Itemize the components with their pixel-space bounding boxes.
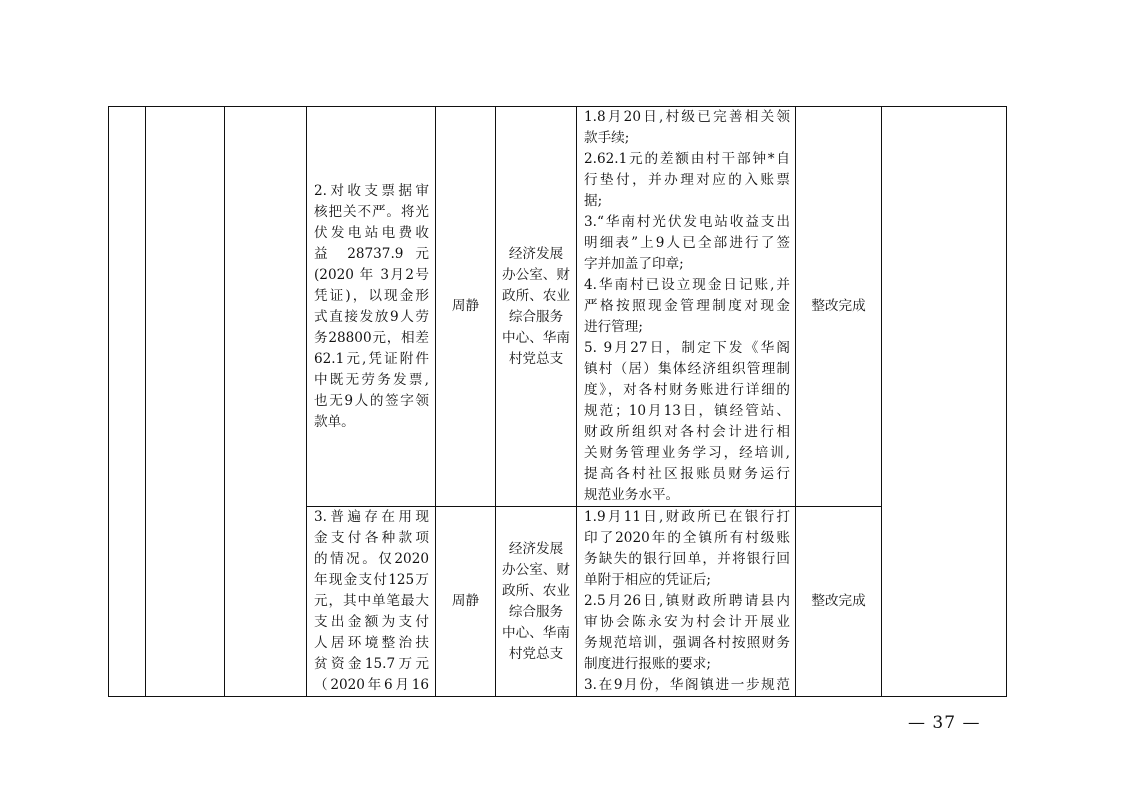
problem-line: 年现金支付125万 [314, 572, 429, 588]
problem-cell [307, 107, 436, 507]
measure-line: 制度进行报账的要求; [584, 656, 711, 672]
problem-line: 3.普遍存在用现 [314, 509, 429, 525]
responsible-person: 周静 [436, 507, 496, 697]
measure-line: 款手续; [584, 130, 630, 146]
problem-line: 人居环境整治扶 [314, 635, 429, 651]
measure-line: 1.9月11日,财政所已在银行打 [584, 509, 790, 525]
problem-line: 也无9人的签字领 [314, 392, 429, 409]
status-cell: 整改完成 [796, 507, 882, 697]
rectification-table [108, 106, 1007, 697]
measure-line: 审协会陈永安为村会计开展业 [584, 614, 790, 630]
problem-line: 式直接发放9人劳 [314, 308, 429, 325]
measure-line: 严格按照现金管理制度对现金 [584, 298, 790, 314]
index-cell [109, 107, 146, 697]
measure-line: 5. 9月27日，制定下发《华阁 [584, 340, 790, 356]
measure-line: 关财务管理业务学习，经培训, [584, 445, 790, 461]
measure-line: 3.在9月份，华阁镇进一步规范 [584, 677, 790, 693]
department-line: 办公室、财 [502, 561, 570, 578]
department-line: 综合服务 [508, 308, 564, 325]
measure-line: 字并加盖了印章; [584, 256, 684, 272]
department-line: 村党总支 [508, 350, 564, 367]
measure-line: 规范业务水平。 [584, 487, 680, 503]
department-line: 办公室、财 [502, 266, 570, 283]
measure-line: 3.“华南村光伏发电站收益支出 [584, 214, 790, 230]
problem-line: (2020 年 3月2号 [314, 266, 429, 283]
problem-cell [307, 507, 436, 697]
department-line: 中心、华南 [502, 329, 570, 346]
department-line: 政所、农业 [502, 287, 570, 304]
problem-line: 贫资金15.7万元 [314, 656, 429, 672]
measure-line: 据; [584, 193, 603, 209]
department-line: 经济发展 [508, 245, 564, 262]
problem-line: 元，其中单笔最大 [314, 593, 429, 609]
measure-line: 1.8月20日,村级已完善相关领 [584, 109, 790, 125]
department-line: 综合服务 [508, 603, 564, 620]
measure-line: 印了2020年的全镇所有村级账 [584, 530, 790, 546]
problem-line: 金支付各种款项 [314, 530, 429, 546]
problem-line: 支出金额为支付 [314, 614, 429, 630]
measure-line: 2.5月26日,镇财政所聘请县内 [584, 593, 790, 609]
problem-line: 务28800元，相差 [314, 329, 429, 346]
measure-line: 单附于相应的凭证后; [584, 572, 711, 588]
problem-line: 核把关不严。将光 [314, 203, 429, 220]
measure-line: 提高各村社区报账员财务运行 [584, 466, 790, 482]
page-number: — 37 — [908, 713, 981, 733]
measure-line: 明细表”上9人已全部进行了签 [584, 235, 790, 251]
measure-line: 行垫付，并办理对应的入账票 [584, 172, 790, 188]
problem-line: 的情况。仅2020 [314, 551, 429, 567]
remarks-cell [882, 107, 1007, 697]
problem-line: 益 28737.9 元 [314, 245, 429, 262]
department-line: 中心、华南 [502, 624, 570, 641]
measure-line: 财政所组织对各村会计进行相 [584, 424, 790, 440]
department-line: 政所、农业 [502, 582, 570, 599]
status-cell: 整改完成 [796, 107, 882, 507]
department-line: 村党总支 [508, 645, 564, 662]
measures-cell [577, 507, 796, 697]
problem-line: （2020年6月16 [314, 677, 429, 693]
category-cell [146, 107, 225, 697]
department-line: 经济发展 [508, 540, 564, 557]
measure-line: 规范；10月13日，镇经管站、 [584, 403, 790, 419]
measure-line: 务规范培训，强调各村按照财务 [584, 635, 790, 651]
measure-line: 度》，对各村财务账进行详细的 [584, 382, 790, 398]
measure-line: 进行管理; [584, 319, 643, 335]
problem-line: 款单。 [314, 413, 355, 430]
inspection-cell [225, 107, 307, 697]
measures-cell [577, 107, 796, 507]
problem-line: 伏发电站电费收 [314, 224, 429, 241]
problem-line: 凭证)，以现金形 [314, 287, 429, 304]
measure-line: 务缺失的银行回单，并将银行回 [584, 551, 790, 567]
problem-line: 62.1元,凭证附件 [314, 350, 429, 367]
problem-line: 中既无劳务发票, [314, 371, 429, 388]
responsible-person: 周静 [436, 107, 496, 507]
table-row [109, 107, 1007, 507]
department-cell [496, 107, 577, 507]
problem-line: 2.对收支票据审 [314, 182, 429, 199]
department-cell [496, 507, 577, 697]
measure-line: 4.华南村已设立现金日记账,并 [584, 277, 790, 293]
measure-line: 镇村（居）集体经济组织管理制 [584, 361, 790, 377]
measure-line: 2.62.1元的差额由村干部钟*自 [584, 151, 790, 167]
